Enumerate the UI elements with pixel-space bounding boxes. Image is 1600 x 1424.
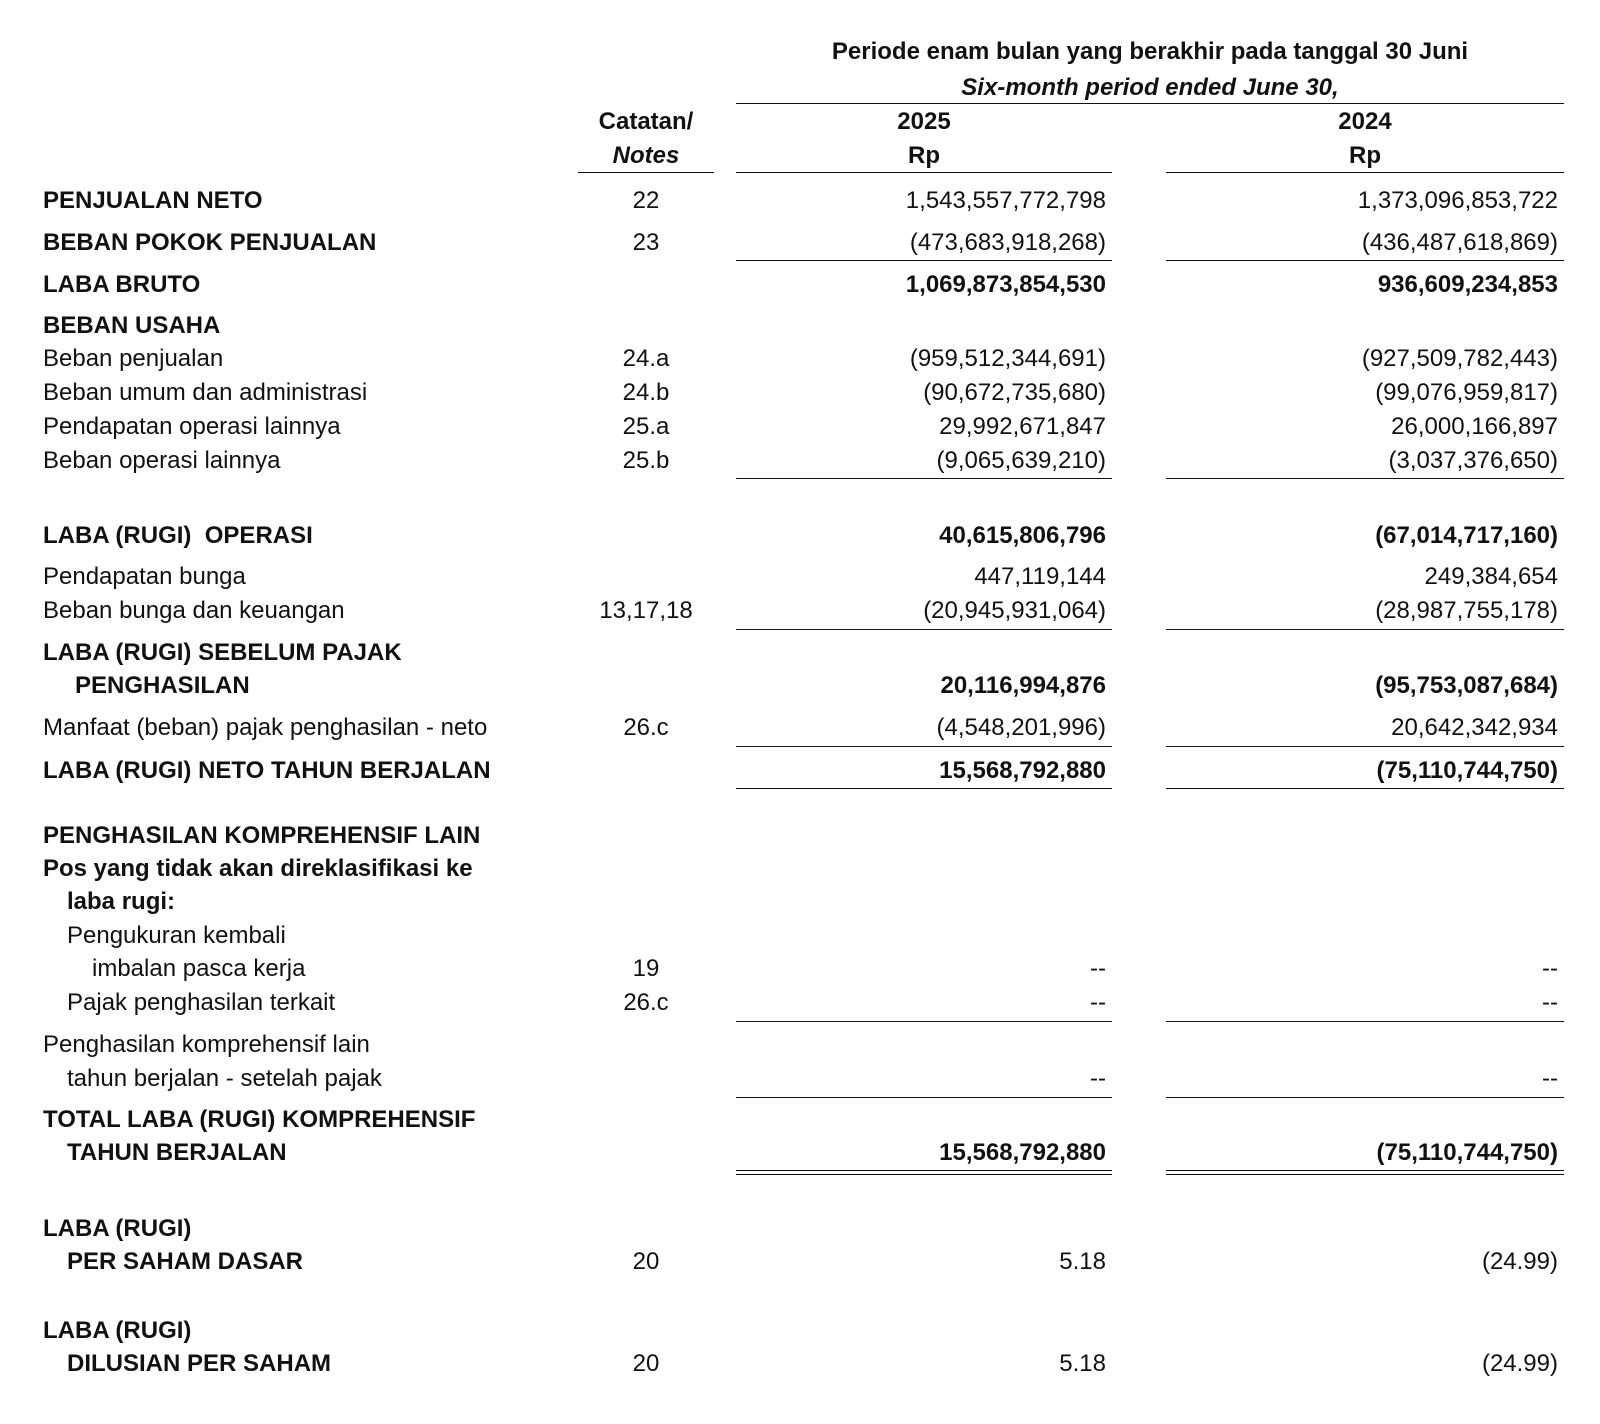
value-2024: 936,609,234,853 (1377, 271, 1558, 298)
subtotal-rule (1166, 260, 1564, 261)
value-2024: -- (1542, 989, 1558, 1016)
notes-header: Catatan/ (598, 108, 694, 135)
value-2025: -- (1090, 989, 1106, 1016)
value-2024: (28,987,755,178) (1375, 597, 1558, 624)
row-label: Penghasilan komprehensif lain (43, 1031, 370, 1058)
value-2024: 1,373,096,853,722 (1357, 187, 1558, 214)
value-2024: -- (1542, 1065, 1558, 1092)
row-note: 20 (632, 1248, 660, 1275)
value-2025: 1,543,557,772,798 (905, 187, 1106, 214)
row-note: 26.c (623, 714, 669, 741)
value-2024: (436,487,618,869) (1361, 229, 1558, 256)
row-label-continued: tahun berjalan - setelah pajak (67, 1065, 382, 1092)
value-2024: (67,014,717,160) (1375, 522, 1558, 549)
total-rule (736, 788, 1112, 789)
value-2024: (99,076,959,817) (1375, 379, 1558, 406)
row-label: Pendapatan operasi lainnya (43, 413, 341, 440)
subtotal-rule (1166, 1097, 1564, 1098)
value-2025: -- (1090, 955, 1106, 982)
value-2025: 5.18 (1059, 1350, 1106, 1377)
value-2024: 249,384,654 (1424, 563, 1558, 590)
currency-2025-header: Rp (908, 142, 940, 169)
row-label: LABA (RUGI) SEBELUM PAJAK (43, 639, 402, 666)
value-2024: (24.99) (1481, 1248, 1558, 1275)
value-2025: 40,615,806,796 (939, 522, 1106, 549)
year-2024-header: 2024 (1338, 108, 1392, 135)
row-label: Pendapatan bunga (43, 563, 246, 590)
row-label: Pengukuran kembali (67, 922, 286, 949)
value-2024: 20,642,342,934 (1391, 714, 1558, 741)
value-2024: (75,110,744,750) (1376, 1139, 1558, 1166)
subtotal-rule (736, 478, 1112, 479)
row-note: 22 (632, 187, 660, 214)
row-label: LABA (RUGI) (43, 1317, 192, 1344)
row-label-continued: DILUSIAN PER SAHAM (67, 1350, 332, 1377)
double-total-rule (736, 1170, 1112, 1175)
subtotal-rule (736, 746, 1112, 747)
value-2025: (90,672,735,680) (923, 379, 1106, 406)
value-2025: 447,119,144 (974, 563, 1106, 590)
value-2024: 26,000,166,897 (1391, 413, 1558, 440)
subtotal-rule (736, 260, 1112, 261)
subtotal-rule (736, 1097, 1112, 1098)
value-2025: (473,683,918,268) (909, 229, 1106, 256)
value-2025: (20,945,931,064) (923, 597, 1106, 624)
subsection-label-continued: laba rugi: (67, 888, 176, 915)
section-label: PENGHASILAN KOMPREHENSIF LAIN (43, 822, 481, 849)
value-2025: (4,548,201,996) (936, 714, 1106, 741)
row-label: Beban penjualan (43, 345, 224, 372)
period-heading-english: Six-month period ended June 30, (961, 74, 1339, 101)
row-label: Manfaat (beban) pajak penghasilan - neto (43, 714, 488, 741)
value-2025: 15,568,792,880 (939, 757, 1106, 784)
row-note: 24.b (622, 379, 670, 406)
row-note: 13,17,18 (599, 597, 693, 624)
value-2024: (3,037,376,650) (1388, 447, 1558, 474)
row-label-continued: PER SAHAM DASAR (67, 1248, 304, 1275)
total-rule (1166, 788, 1564, 789)
year-2025-header: 2025 (897, 108, 951, 135)
row-label: LABA BRUTO (43, 271, 201, 298)
value-2025: 15,568,792,880 (939, 1139, 1106, 1166)
row-label: LABA (RUGI) (43, 1215, 192, 1242)
row-label: Beban operasi lainnya (43, 447, 281, 474)
row-label-continued: TAHUN BERJALAN (67, 1139, 287, 1166)
header-rule (736, 103, 1564, 104)
row-note: 24.a (622, 345, 670, 372)
value-2024: (95,753,087,684) (1375, 672, 1558, 699)
value-2025: 20,116,994,876 (940, 672, 1106, 699)
subtotal-rule (736, 1021, 1112, 1022)
value-2024: -- (1542, 955, 1558, 982)
value-2025: 1,069,873,854,530 (905, 271, 1106, 298)
row-label-continued: imbalan pasca kerja (92, 955, 306, 982)
row-note: 19 (632, 955, 660, 982)
row-label: TOTAL LABA (RUGI) KOMPREHENSIF (43, 1106, 476, 1133)
value-2025: 29,992,671,847 (939, 413, 1106, 440)
row-note: 23 (632, 229, 660, 256)
currency-2024-header: Rp (1349, 142, 1381, 169)
row-note: 20 (632, 1350, 660, 1377)
value-2025: (959,512,344,691) (909, 345, 1106, 372)
subtotal-rule (1166, 746, 1564, 747)
row-label: LABA (RUGI) NETO TAHUN BERJALAN (43, 757, 491, 784)
subtotal-rule (1166, 478, 1564, 479)
subtotal-rule (1166, 629, 1564, 630)
row-label: Beban bunga dan keuangan (43, 597, 345, 624)
double-total-rule (1166, 1170, 1564, 1175)
row-note: 26.c (623, 989, 669, 1016)
value-2024: (75,110,744,750) (1376, 757, 1558, 784)
value-2025: (9,065,639,210) (936, 447, 1106, 474)
subtotal-rule (1166, 1021, 1564, 1022)
row-label: BEBAN POKOK PENJUALAN (43, 229, 377, 256)
section-label: BEBAN USAHA (43, 312, 221, 339)
row-note: 25.a (622, 413, 670, 440)
value-2025: -- (1090, 1065, 1106, 1092)
value-2024: (927,509,782,443) (1361, 345, 1558, 372)
row-label: Pajak penghasilan terkait (67, 989, 336, 1016)
row-label-continued: PENGHASILAN (75, 672, 250, 699)
col-2024-header-rule (1166, 172, 1564, 173)
notes-header-english: Notes (612, 142, 680, 169)
value-2025: 5.18 (1059, 1248, 1106, 1275)
value-2024: (24.99) (1481, 1350, 1558, 1377)
period-heading: Periode enam bulan yang berakhir pada tanggal 30 Juni (831, 38, 1469, 65)
notes-header-rule (578, 172, 714, 173)
row-note: 25.b (622, 447, 670, 474)
subsection-label: Pos yang tidak akan direklasifikasi ke (43, 855, 473, 882)
col-2025-header-rule (736, 172, 1112, 173)
subtotal-rule (736, 629, 1112, 630)
row-label: LABA (RUGI) OPERASI (43, 522, 313, 549)
row-label: PENJUALAN NETO (43, 187, 263, 214)
row-label: Beban umum dan administrasi (43, 379, 368, 406)
